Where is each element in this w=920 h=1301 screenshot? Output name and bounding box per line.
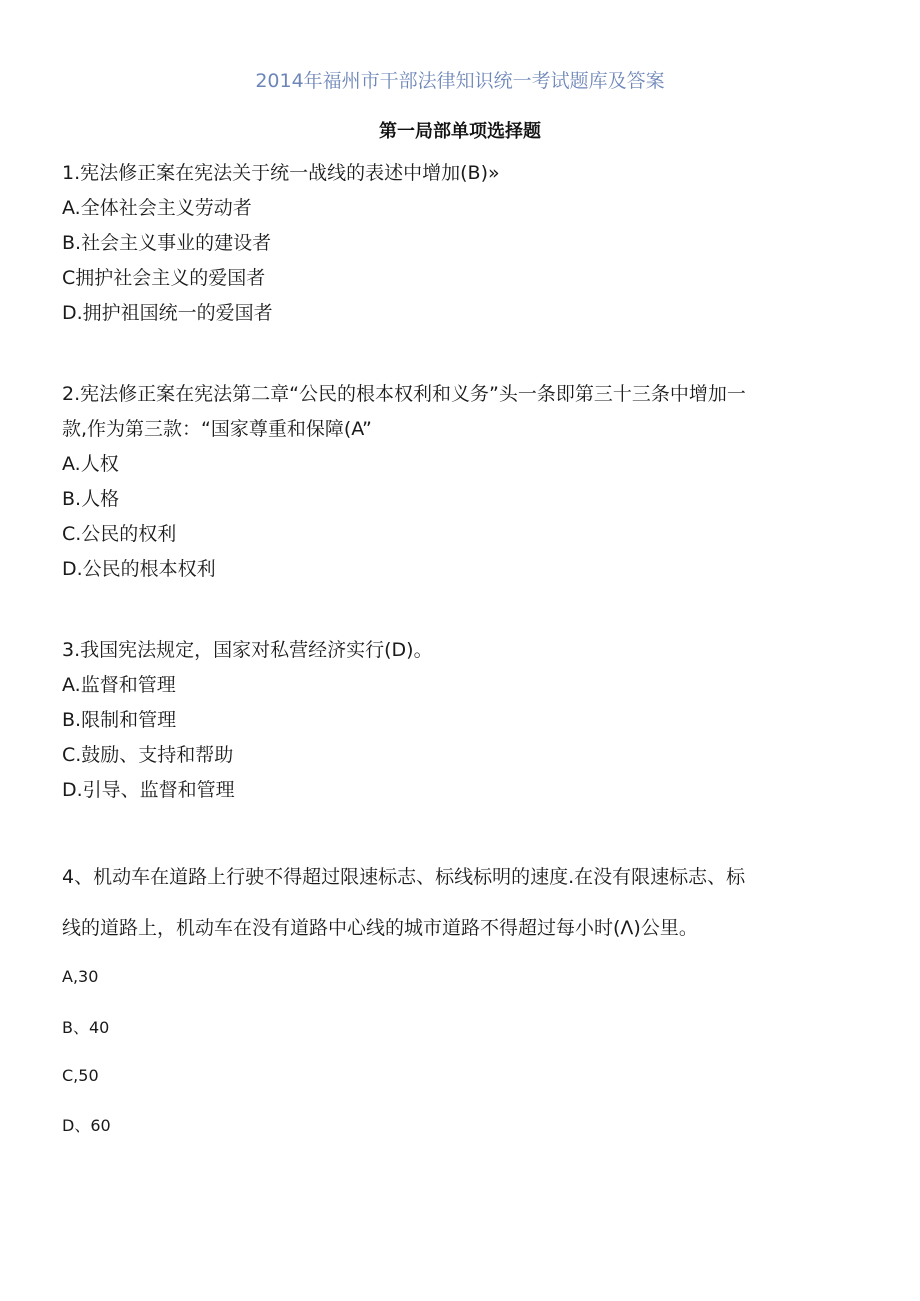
question-4-option-a: A,30 bbox=[62, 967, 99, 986]
question-2-option-a: A.人权 bbox=[62, 453, 119, 475]
question-3-option-c: C.鼓励、支持和帮助 bbox=[62, 744, 234, 766]
question-4-stem-line-1: 4、机动车在道路上行驶不得超过限速标志、标线标明的速度.在没有限速标志、标 bbox=[62, 866, 746, 888]
question-4-option-d: D、60 bbox=[62, 1116, 111, 1135]
question-1-option-d: D.拥护祖国统一的爱国者 bbox=[62, 302, 273, 324]
question-3-stem: 3.我国宪法规定，国家对私营经济实行(D)。 bbox=[62, 639, 433, 661]
question-1-option-c: C拥护社会主义的爱国者 bbox=[62, 267, 266, 289]
question-3-option-b: B.限制和管理 bbox=[62, 709, 177, 731]
document-title: 2014年福州市干部法律知识统一考试题库及答案 bbox=[255, 70, 665, 92]
question-4-option-c: C,50 bbox=[62, 1066, 99, 1085]
question-1-option-a: A.全体社会主义劳动者 bbox=[62, 197, 252, 219]
question-4-stem-line-2: 线的道路上，机动车在没有道路中心线的城市道路不得超过每小时(Λ)公里。 bbox=[62, 917, 698, 939]
question-2-stem-line-2: 款,作为第三款：“国家尊重和保障(A” bbox=[62, 418, 372, 440]
question-2-option-b: B.人格 bbox=[62, 488, 120, 510]
question-1-stem: 1.宪法修正案在宪法关于统一战线的表述中增加(B)» bbox=[62, 162, 500, 184]
question-2-option-d: D.公民的根本权利 bbox=[62, 558, 216, 580]
question-3-option-d: D.引导、监督和管理 bbox=[62, 779, 235, 801]
question-2-stem-line-1: 2.宪法修正案在宪法第二章“公民的根本权利和义务”头一条即第三十三条中增加一 bbox=[62, 383, 746, 405]
question-3-option-a: A.监督和管理 bbox=[62, 674, 176, 696]
question-1-option-b: B.社会主义事业的建设者 bbox=[62, 232, 272, 254]
question-4-option-b: B、40 bbox=[62, 1018, 110, 1037]
question-2-option-c: C.公民的权利 bbox=[62, 523, 177, 545]
section-heading: 第一局部单项选择题 bbox=[379, 121, 541, 142]
